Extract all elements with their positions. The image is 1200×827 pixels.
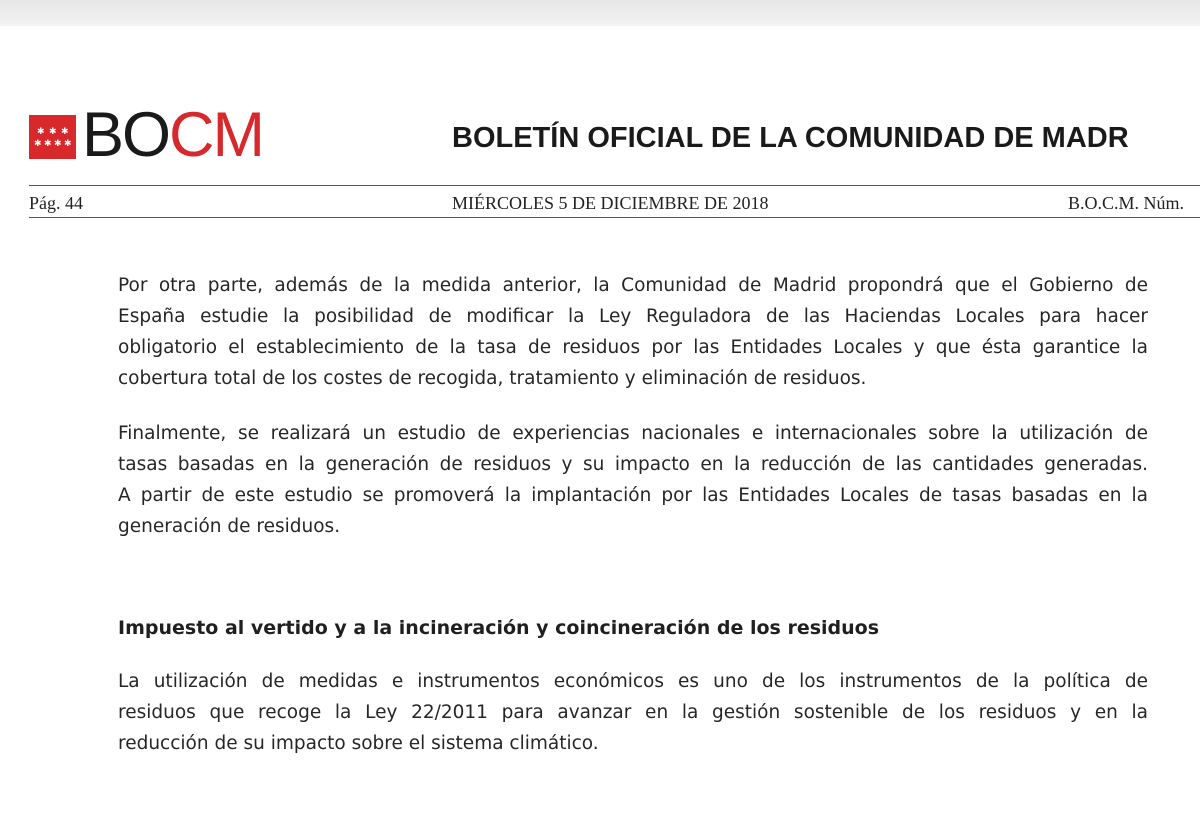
logo-prefix: BO: [82, 100, 170, 170]
star-icon: ✱: [37, 126, 45, 136]
issue-number: B.O.C.M. Núm.: [1068, 193, 1185, 213]
star-icon: ✱: [64, 138, 72, 148]
header-top-rule: [29, 185, 1200, 186]
bocm-logo-emblem: [29, 115, 76, 159]
document-page: [0, 26, 1200, 827]
paragraph-line: reducción de su impacto sobre el sistema climático.: [118, 733, 599, 754]
bocm-logo-wordmark: [82, 99, 263, 171]
paragraph-line: Por otra parte, además de la medida anterior, la Comunidad de Madrid propondrá que el Gobierno de: [118, 275, 1148, 296]
star-icon: ✱: [54, 138, 62, 148]
paragraph-line: cobertura total de los costes de recogida, tratamiento y eliminación de residuos.: [118, 368, 867, 389]
star-icon: ✱: [61, 126, 69, 136]
page-number: Pág. 44: [29, 193, 83, 213]
paragraph-line: Finalmente, se realizará un estudio de experiencias nacionales e internacionales sobre la utilización de: [118, 423, 1148, 444]
header-bottom-rule: [29, 217, 1200, 218]
star-icon: ✱: [34, 138, 42, 148]
paragraph-line: residuos que recoge la Ley 22/2011 para avanzar en la gestión sostenible de los residuos y en la: [118, 702, 1148, 723]
publication-date: MIÉRCOLES 5 DE DICIEMBRE DE 2018: [452, 193, 769, 213]
paragraph-line: obligatorio el establecimiento de la tasa de residuos por las Entidades Locales y que ésta garantice la: [118, 337, 1148, 358]
paragraph-line: La utilización de medidas e instrumentos económicos es uno de los instrumentos de la política de: [118, 671, 1148, 692]
star-icon: ✱: [49, 126, 57, 136]
viewer-top-bar: [0, 0, 1200, 26]
bulletin-title: BOLETÍN OFICIAL DE LA COMUNIDAD DE MADR: [452, 122, 1129, 154]
logo-suffix: CM: [169, 100, 264, 170]
paragraph-1: [118, 270, 1148, 394]
star-icon: ✱: [44, 138, 52, 148]
section-heading: Impuesto al vertido y a la incineración y coincineración de los residuos: [118, 617, 880, 639]
paragraph-line: generación de residuos.: [118, 516, 341, 537]
paragraph-line: tasas basadas en la generación de residuos y su impacto en la reducción de las cantidades generadas.: [118, 454, 1148, 475]
paragraph-3: [118, 666, 1148, 759]
paragraph-line: A partir de este estudio se promoverá la implantación por las Entidades Locales de tasas basadas en la: [118, 485, 1148, 506]
paragraph-line: España estudie la posibilidad de modificar la Ley Reguladora de las Haciendas Locales para hacer: [118, 306, 1148, 327]
paragraph-2: [118, 418, 1148, 542]
